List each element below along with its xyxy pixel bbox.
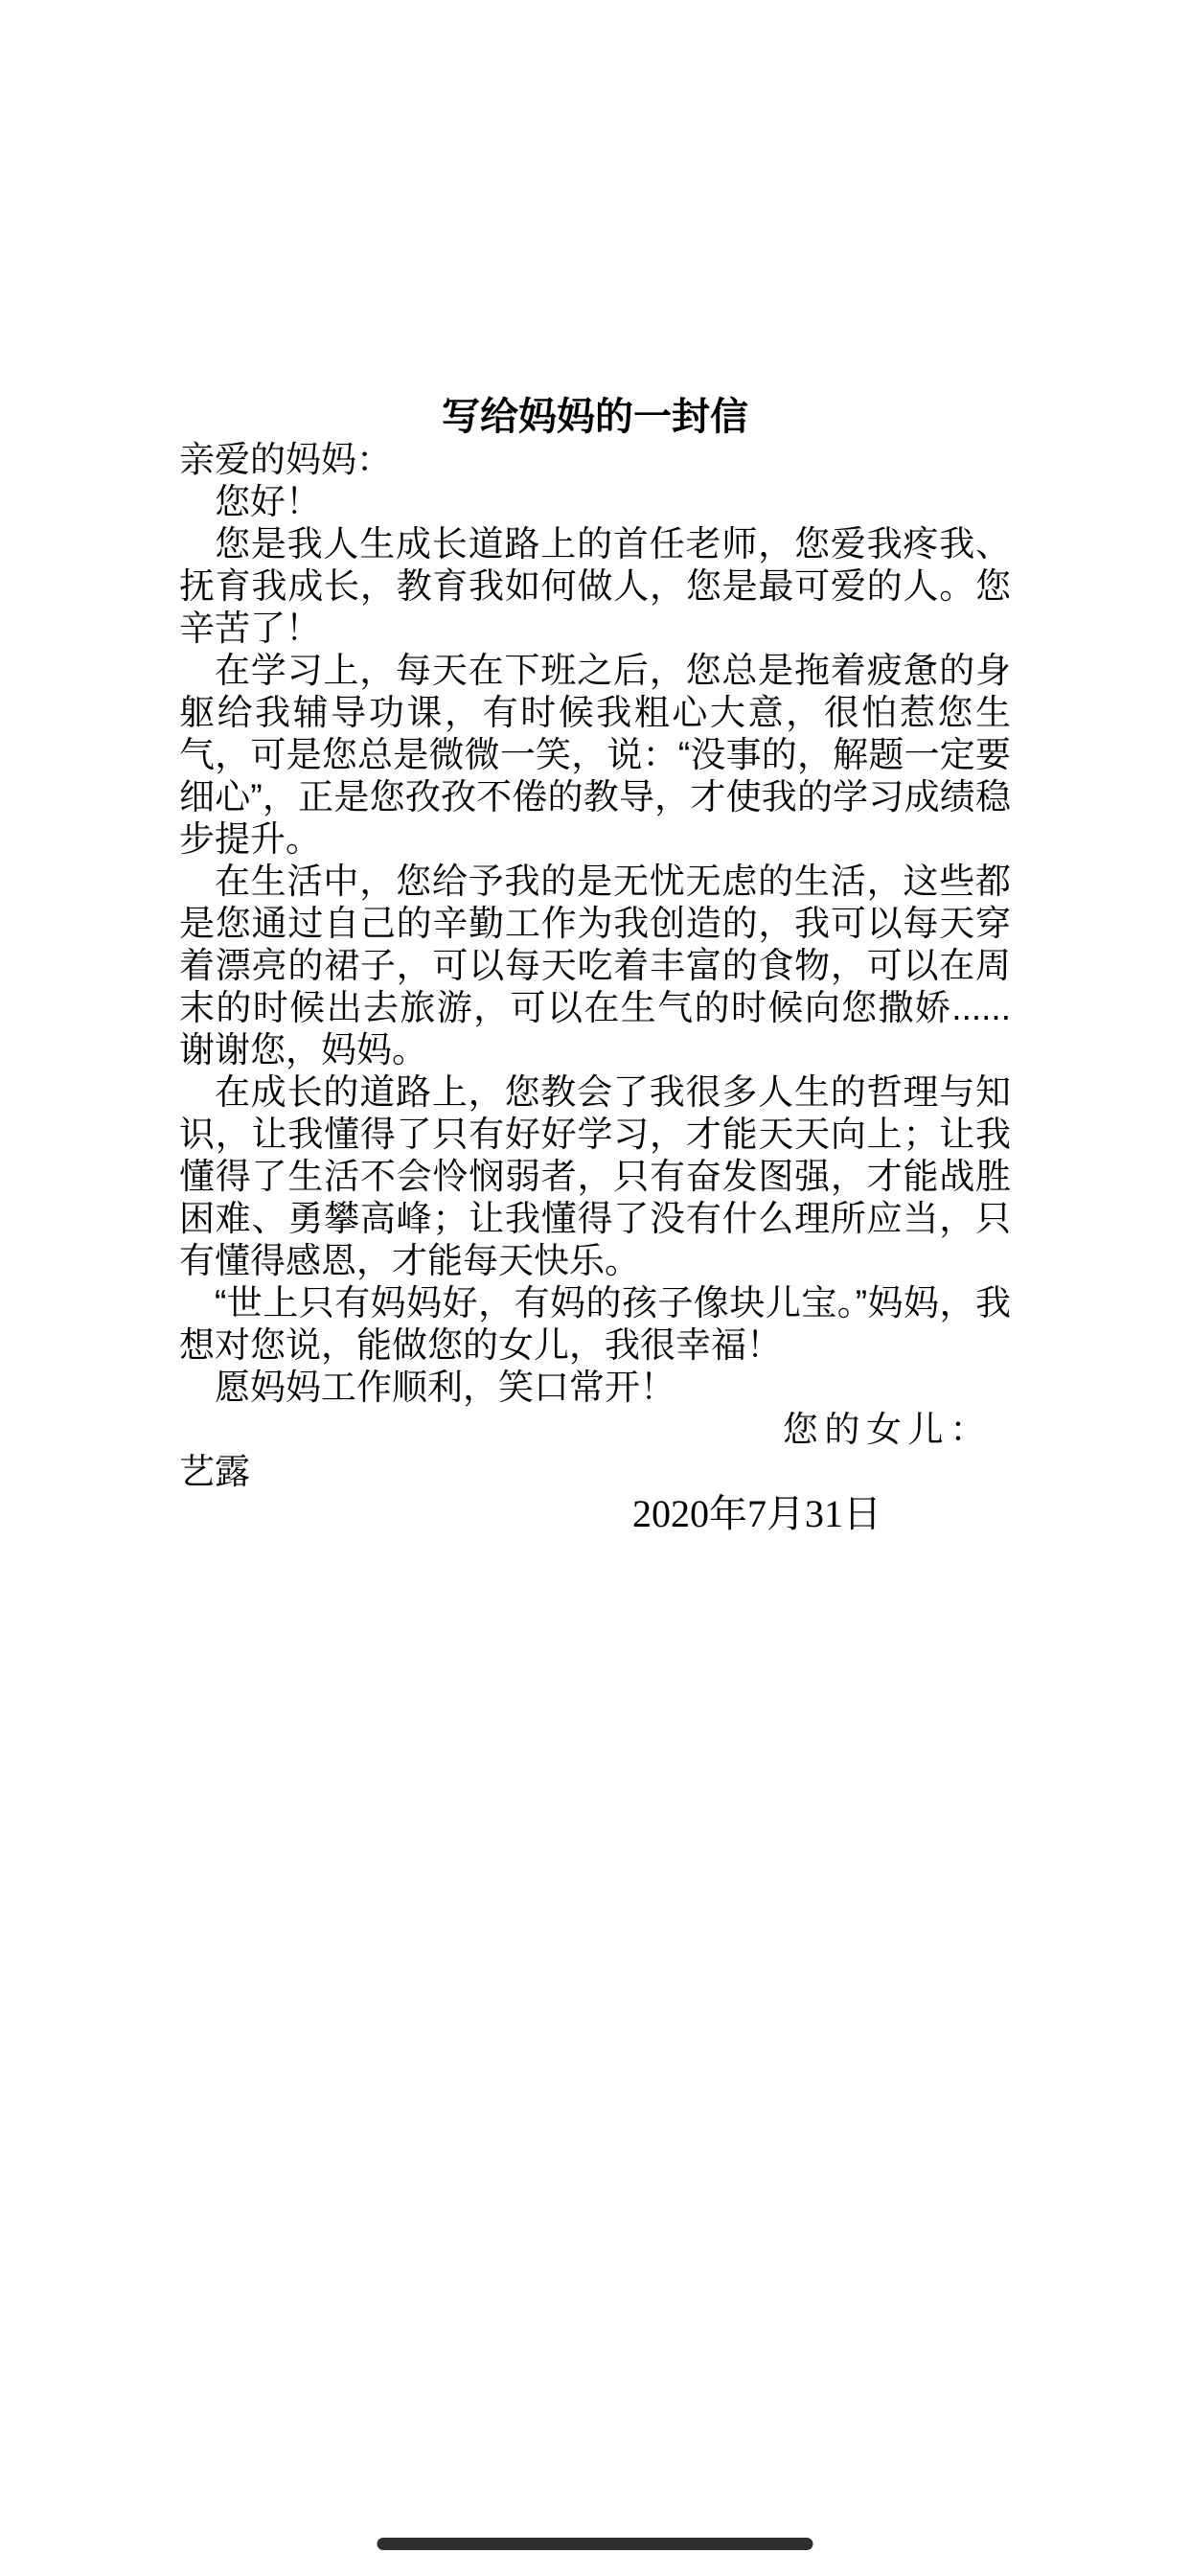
- letter-title: 写给妈妈的一封信: [442, 396, 748, 438]
- letter-paragraph-4: 在成长的道路上，您教会了我很多人生的哲理与知识，让我懂得了只有好好学习，才能天天向上；让我懂得了生活不会怜悯弱者，只有奋发图强，才能战胜困难、勇攀高峰；让我懂得了没有什么理所应当，只有懂得感恩，才能每天快乐。: [179, 1072, 1011, 1280]
- signature-name: 艺露: [179, 1452, 250, 1491]
- letter-paragraph-1: 您是我人生成长道路上的首任老师，您爱我疼我、抚育我成长，教育我如何做人，您是最可爱的人。您辛苦了！: [179, 524, 1011, 648]
- letter-date: 2020年7月31日: [632, 1492, 881, 1535]
- letter-document: [179, 395, 1011, 1535]
- letter-paragraph-3: 在生活中，您给予我的是无忧无虑的生活，这些都是您通过自己的辛勤工作为我创造的，我可以每天穿着漂亮的裙子，可以每天吃着丰富的食物，可以在周末的时候出去旅游，可以在生气的时候向您撒娇......谢谢您，妈妈。: [179, 862, 1011, 1070]
- letter-wish-line: 愿妈妈工作顺利，笑口常开！: [215, 1368, 675, 1407]
- letter-paragraph-5: “世上只有妈妈好，有妈的孩子像块儿宝。”妈妈，我想对您说，能做您的女儿，我很幸福！: [179, 1283, 1011, 1365]
- home-indicator-bar[interactable]: [378, 2538, 813, 2550]
- letter-greeting: 您好！: [215, 482, 321, 521]
- letter-paragraph-2: 在学习上，每天在下班之后，您总是拖着疲惫的身躯给我辅导功课，有时候我粗心大意，很怕惹您生气，可是您总是微微一笑，说：“没事的，解题一定要细心”，正是您孜孜不倦的教导，才使我的学习成绩稳步提升。: [179, 651, 1011, 859]
- letter-salutation: 亲爱的妈妈：: [179, 440, 392, 479]
- closing-label: 您的女儿：: [782, 1410, 992, 1449]
